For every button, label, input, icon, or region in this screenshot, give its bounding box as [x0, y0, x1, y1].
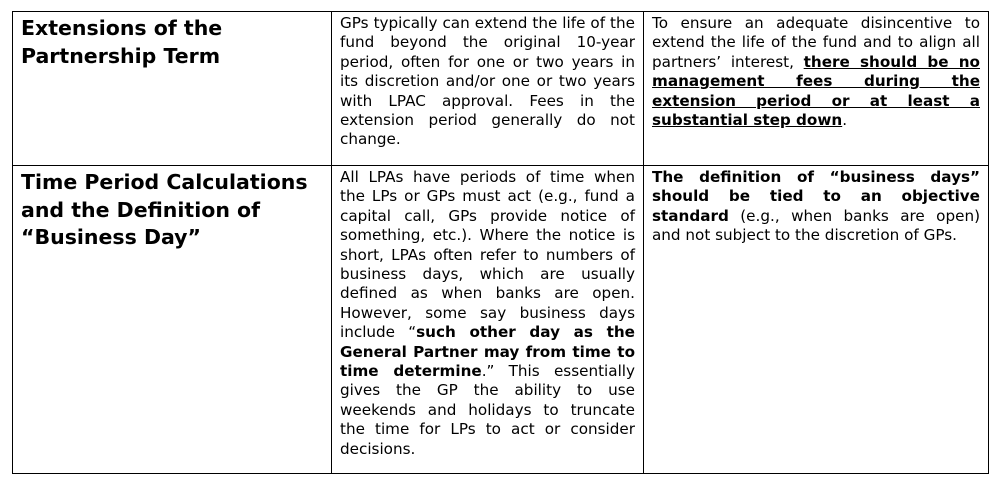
- term-cell: [13, 166, 332, 474]
- recommendation-bold: The definition of “business days” should be tied to an objective standard: [652, 168, 980, 225]
- practice-text: GPs typically can extend the life of the fund beyond the original 10-year period, often for one or two years in its discretion and/or one or two years with LPAC approval. Fees in the extension period generally do not change.: [340, 14, 635, 149]
- recommendation-cell: [644, 12, 989, 166]
- table-row: [13, 12, 989, 166]
- recommendation-end: .: [842, 111, 848, 130]
- table-row: [13, 166, 989, 474]
- practice-cell: [332, 12, 644, 166]
- practice-outro: .” This essentially gives the GP the ability to use weekends and holidays to truncate the time for LPs to act or consider decisions.: [340, 362, 635, 458]
- recommendation-rest: (e.g., when banks are open) and not subject to the discretion of GPs.: [652, 206, 980, 245]
- term-heading: Extensions of the Partnership Term: [21, 16, 223, 68]
- practice-quote: such other day as the General Partner may from time to time determine: [340, 323, 635, 381]
- recommendation-text: [652, 168, 980, 246]
- term-heading: Time Period Calculations and the Definition of “Business Day”: [21, 170, 308, 249]
- recommendation-emphasis: there should be no management fees during the extension period or at least a substantial step down: [652, 52, 980, 130]
- recommendation-cell: [644, 166, 989, 474]
- lpa-terms-table: [12, 11, 989, 474]
- recommendation-text: [652, 14, 980, 130]
- practice-cell: [332, 166, 644, 474]
- recommendation-intro: To ensure an adequate disincentive to extend the life of the fund and to align all partners’ interest,: [652, 14, 980, 71]
- practice-intro: All LPAs have periods of time when the LPs or GPs must act (e.g., fund a capital call, GPs provide notice of something, etc.). Where the notice is short, LPAs often refer to numbers of business days, which are usually defined as when banks are open. However, some say business days include “: [340, 168, 635, 342]
- term-cell: [13, 12, 332, 166]
- practice-text: [340, 168, 635, 459]
